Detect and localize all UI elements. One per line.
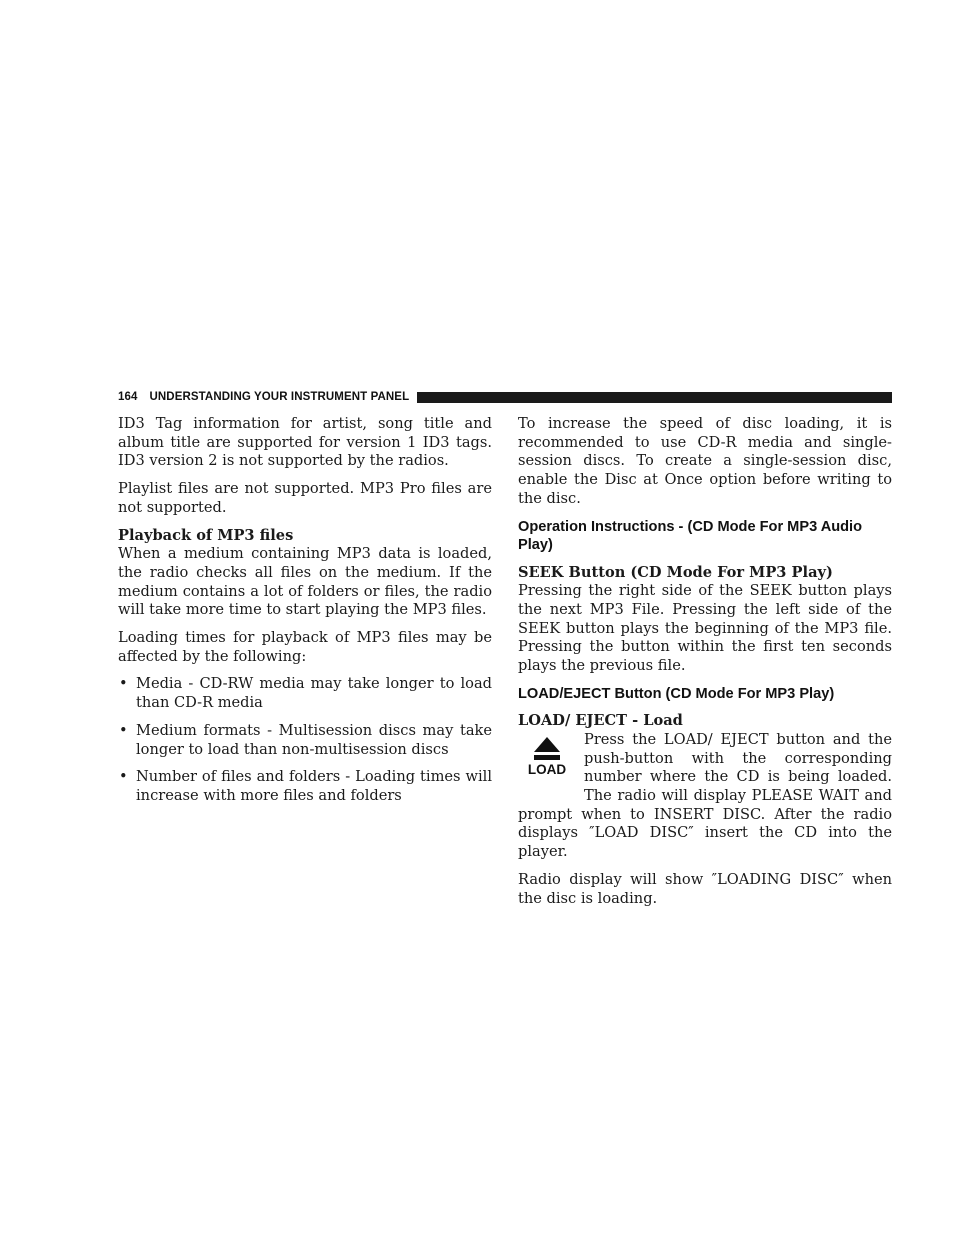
factors-list [118,675,492,805]
bullet-icon: • [119,768,128,786]
loading-times-paragraph: Loading times for playback of MP3 files may be affected by the following: [118,629,492,665]
loading-disc-paragraph: Radio display will show ″LOADING DISC″ when the disc is loading. [518,870,892,907]
list-item-text: Medium formats - Multisession discs may take longer to load than non-multisession discs [136,721,492,758]
page-number: 164 [118,391,138,403]
load-eject-heading: LOAD/EJECT Button (CD Mode For MP3 Play) [518,685,835,702]
disc-speed-paragraph: To increase the speed of disc loading, it is recommended to use CD-R media and single-session discs. To create a single-session disc, enable the Disc at Once option before writing to the disc. [518,415,892,507]
list-item-text: Media - CD-RW media may take longer to load than CD-R media [136,675,492,712]
load-paragraph: Press the LOAD/ EJECT button and the push-button with the corresponding number where the CD is being loaded. The radio will display PLEASE WAIT and prompt when to INSERT DISC. After the radio displays ″LOAD DISC″ insert the CD into the player. [518,730,892,861]
page-header [118,389,892,405]
load-paragraph-block [518,731,892,862]
seek-heading: SEEK Button (CD Mode For MP3 Play) [518,563,833,581]
right-column [518,415,892,917]
load-icon-label: LOAD [527,761,567,777]
list-item [118,722,492,759]
bullet-icon: • [119,721,128,739]
id3-paragraph: ID3 Tag information for artist, song title and album title are supported for version 1 ID3 tags. ID3 version 2 is not supported by the radios. [118,415,492,470]
header-rule [417,392,892,403]
list-item [118,768,492,805]
bullet-icon: • [119,675,128,693]
list-item [118,675,492,712]
operation-instructions-heading: Operation Instructions - (CD Mode For MP3 Audio Play) [518,518,863,554]
playback-heading: Playback of MP3 files [118,526,294,544]
load-eject-subheading: LOAD/ EJECT - Load [518,712,683,730]
list-item-text: Number of files and folders - Loading times will increase with more files and folders [136,768,492,804]
playback-paragraph: When a medium containing MP3 data is loaded, the radio checks all files on the medium. If the medium contains a lot of folders or files, the radio will take more time to start playing the MP3 files. [118,545,492,619]
left-column [118,415,492,815]
load-button-icon [518,735,576,791]
section-title: UNDERSTANDING YOUR INSTRUMENT PANEL [149,391,410,403]
playlist-paragraph: Playlist files are not supported. MP3 Pro files are not supported. [118,480,492,516]
eject-icon [532,735,562,761]
seek-paragraph: Pressing the right side of the SEEK button plays the next MP3 File. Pressing the left side of the SEEK button plays the beginning of the MP3 file. Pressing the button within the first ten seconds plays the previous file. [518,582,892,675]
